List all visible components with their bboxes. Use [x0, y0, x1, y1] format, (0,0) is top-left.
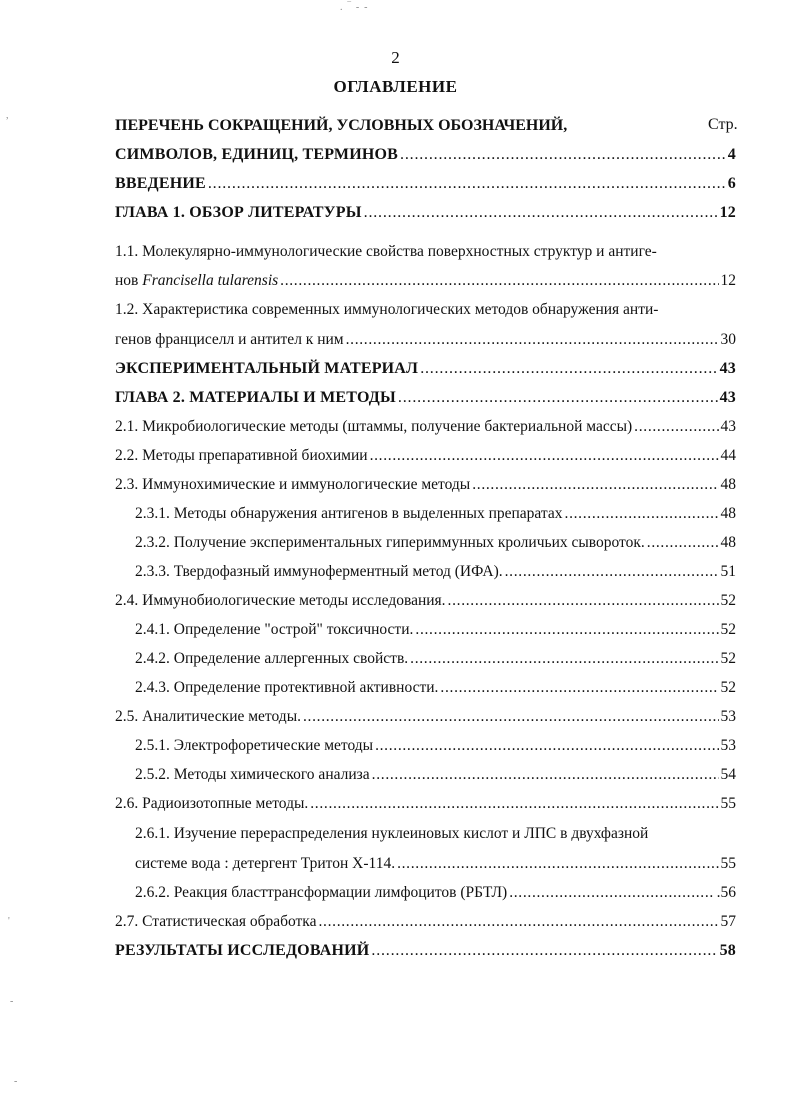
toc-entry-2-4-2 — [135, 649, 736, 671]
toc-entry-title: генов франциселл и антител к ним — [115, 331, 344, 348]
toc-entry-title: 2.3.2. Получение экспериментальных гипериммунных кроличьих сывороток. — [135, 534, 645, 551]
toc-entry-2-2 — [115, 446, 736, 468]
toc-entry-title — [115, 271, 278, 291]
dot-leader — [371, 941, 717, 961]
dot-leader — [310, 794, 718, 814]
toc-page-number: 53 — [720, 737, 736, 754]
toc-page-number: 43 — [719, 360, 736, 377]
toc-page-number: 52 — [720, 650, 736, 667]
dot-leader — [410, 649, 718, 669]
toc-entry-title: 2.5.1. Электрофоретические методы — [135, 737, 374, 754]
toc-entry-prefix: нов — [115, 272, 143, 289]
toc-entry-title: ВВЕДЕНИЕ — [115, 175, 206, 192]
scan-artifact: , — [6, 110, 9, 121]
toc-entry-title: РЕЗУЛЬТАТЫ ИССЛЕДОВАНИЙ — [115, 942, 370, 959]
toc-entry-results — [115, 941, 736, 963]
species-name: Francisella tularensis — [142, 272, 279, 289]
toc-entry-2-3-1 — [135, 504, 736, 526]
dot-leader — [415, 620, 718, 640]
toc-entry-2-4-3 — [135, 678, 736, 700]
dot-leader — [370, 446, 719, 466]
toc-page-number: 48 — [720, 476, 736, 493]
toc-entry-title: 2.4.1. Определение "острой" токсичности. — [135, 621, 414, 638]
toc-entry-title: ЭКСПЕРИМЕНТАЛЬНЫЙ МАТЕРИАЛ — [115, 360, 419, 377]
toc-page-number: 4 — [727, 146, 736, 163]
toc-entry-2-5-2 — [135, 765, 736, 787]
dot-leader — [647, 533, 719, 553]
toc-page-number: 52 — [720, 621, 736, 638]
dot-leader — [505, 562, 719, 582]
toc-page-number: 51 — [720, 563, 736, 580]
toc-entry-chapter-2 — [115, 388, 736, 410]
toc-entry-title: 2.4.2. Определение аллергенных свойств. — [135, 650, 409, 667]
toc-entry-1-2-line1: 1.2. Характеристика современных иммунологических методов обнаружения анти- — [115, 301, 659, 318]
page-title: ОГЛАВЛЕНИЕ — [333, 77, 458, 96]
toc-entry-title: 2.2. Методы препаративной биохимии — [115, 447, 368, 464]
dot-leader — [319, 912, 719, 932]
toc-entry-1-2 — [115, 330, 736, 352]
toc-page-number: 53 — [720, 708, 736, 725]
toc-entry-2-1 — [115, 417, 736, 439]
toc-entry-2-5 — [115, 707, 736, 729]
toc-entry-title: ГЛАВА 1. ОБЗОР ЛИТЕРАТУРЫ — [115, 204, 362, 221]
toc-entry-title: СИМВОЛОВ, ЕДИНИЦ, ТЕРМИНОВ — [115, 146, 399, 163]
page-number: 2 — [391, 48, 400, 67]
toc-page-number: 43 — [719, 389, 736, 406]
pages-column-label: Стр. — [708, 116, 738, 133]
toc-entry-title: 2.1. Микробиологические методы (штаммы, получение бактериальной массы) — [115, 418, 633, 435]
toc-entry-title: 2.3. Иммунохимические и иммунологические методы — [115, 476, 471, 493]
dot-leader — [397, 854, 718, 874]
dot-leader — [448, 591, 719, 611]
toc-entry-title: 2.5.2. Методы химического анализа — [135, 766, 370, 783]
scan-artifact: - — [10, 996, 14, 1007]
toc-entry-2-4 — [115, 591, 736, 613]
toc-entry-2-5-1 — [135, 736, 736, 758]
toc-page-number: 44 — [720, 447, 736, 464]
dot-leader — [634, 417, 718, 437]
toc-entry-2-6-2 — [135, 883, 736, 905]
dot-leader — [472, 475, 718, 495]
toc-page-number: 12 — [719, 204, 736, 221]
toc-entry-title: 2.5. Аналитические методы. — [115, 708, 301, 725]
toc-entry-title: 2.7. Статистическая обработка — [115, 913, 317, 930]
dot-leader — [375, 736, 718, 756]
toc-page-number: 52 — [720, 679, 736, 696]
dot-leader — [565, 504, 719, 524]
toc-page-number: 48 — [720, 534, 736, 551]
toc-page-number: 12 — [720, 272, 736, 289]
toc-entry-2-6-1 — [135, 854, 736, 876]
dot-leader — [280, 271, 718, 291]
toc-entry-2-4-1 — [135, 620, 736, 642]
toc-page-number: 55 — [720, 795, 736, 812]
toc-entry-2-6 — [115, 794, 736, 816]
scan-artifact: - — [14, 1076, 18, 1087]
scan-artifact: . ‾ - - — [340, 2, 368, 13]
toc-entry-title: 2.3.3. Твердофазный иммуноферментный метод (ИФА). — [135, 563, 503, 580]
toc-entry-title: системе вода : детергент Тритон Х-114. — [135, 855, 396, 872]
toc-entry-title: 2.6. Радиоизотопные методы. — [115, 795, 309, 812]
toc-entry-2-3-2 — [135, 533, 736, 555]
toc-page-number: 58 — [719, 942, 736, 959]
toc-entry-introduction — [115, 174, 736, 196]
toc-entry-2-6-1-line1: 2.6.1. Изучение перераспределения нуклеиновых кислот и ЛПС в двухфазной — [135, 825, 649, 842]
toc-entry-title: 2.3.1. Методы обнаружения антигенов в выделенных препаратах — [135, 505, 563, 522]
dot-leader — [208, 174, 726, 194]
dot-leader — [346, 330, 719, 350]
dot-leader — [303, 707, 719, 727]
dot-leader — [509, 883, 714, 903]
toc-entry-experimental — [115, 359, 736, 381]
toc-entry-chapter-1 — [115, 203, 736, 225]
dot-leader — [398, 388, 718, 408]
toc-entry-1-1 — [115, 271, 736, 293]
toc-entry-title: 2.6.2. Реакция бласттрансформации лимфоцитов (РБТЛ) — [135, 884, 508, 901]
toc-entry-abbreviations-line1: ПЕРЕЧЕНЬ СОКРАЩЕНИЙ, УСЛОВНЫХ ОБОЗНАЧЕНИЙ, — [115, 117, 568, 134]
toc-entry-title: 2.4.3. Определение протективной активности. — [135, 679, 439, 696]
toc-entry-title: ГЛАВА 2. МАТЕРИАЛЫ И МЕТОДЫ — [115, 389, 396, 406]
dot-leader — [364, 203, 718, 223]
toc-page-number: 48 — [720, 505, 736, 522]
toc-entry-2-3 — [115, 475, 736, 497]
dot-leader — [372, 765, 719, 785]
toc-page-number: 55 — [720, 855, 736, 872]
toc-entry-2-7 — [115, 912, 736, 934]
toc-page-number: 43 — [720, 418, 736, 435]
toc-page-number: 6 — [727, 175, 736, 192]
dot-leader — [440, 678, 718, 698]
toc-page-number: 54 — [720, 766, 736, 783]
toc-entry-2-3-3 — [135, 562, 736, 584]
toc-page-number: .56 — [716, 884, 736, 901]
toc-page-number: 30 — [720, 331, 736, 348]
scan-artifact: ' — [8, 916, 10, 927]
dot-leader — [400, 145, 726, 165]
toc-entry-title: 2.4. Иммунобиологические методы исследования. — [115, 592, 446, 609]
dot-leader — [420, 359, 717, 379]
toc-entry-abbreviations — [115, 145, 736, 167]
toc-page-number: 52 — [720, 592, 736, 609]
toc-page-number: 57 — [720, 913, 736, 930]
toc-entry-1-1-line1: 1.1. Молекулярно-иммунологические свойства поверхностных структур и антиге- — [115, 243, 657, 260]
